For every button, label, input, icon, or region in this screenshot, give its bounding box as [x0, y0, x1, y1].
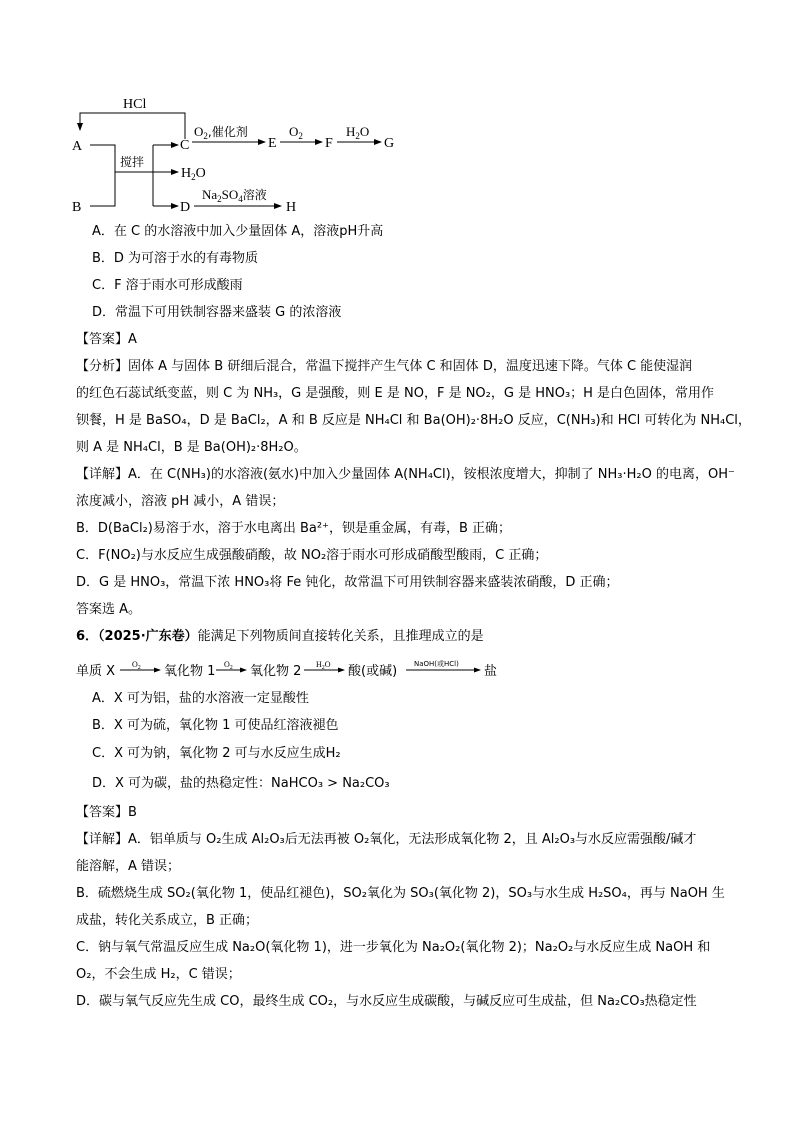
hcl-loop-line [80, 113, 185, 139]
q5-option-b: B．D 为可溶于水的有毒物质 [92, 251, 259, 266]
node-a: A [72, 139, 83, 154]
node-d: D [180, 200, 191, 215]
q5-analysis-line: 钡餐，H 是 BaSO₄，D 是 BaCl₂，A 和 B 反应是 NH₄Cl 和 Ba(OH)₂·8H₂O 反应，C(NH₃)和 HCl 可转化为 NH₄Cl， [76, 413, 751, 428]
q6-detail-line: 【详解】A．铝单质与 O₂生成 Al₂O₃后无法再被 O₂氧化，无法形成氧化物 2，且 Al₂O₃与水反应需强酸/碱才 [76, 832, 697, 847]
q6-source: （2025·广东卷） [98, 629, 198, 644]
q6-stem: 能满足下列物质间直接转化关系，且推理成立的是 [197, 629, 484, 644]
q5-analysis-line: 的红色石蕊试纸变蓝，则 C 为 NH₃，G 是强酸，则 E 是 NO，F 是 NO₂，G 是 HNO₃；H 是白色固体，常用作 [76, 386, 715, 401]
q5-detail-line: 答案选 A。 [76, 602, 142, 617]
node-h: H [286, 200, 297, 215]
q5-detail-line: B．D(BaCl₂)易溶于水，溶于水电离出 Ba²⁺，钡是重金属，有毒，B 正确； [76, 521, 511, 536]
q5-detail-line: 浓度减小，溶液 pH 减小，A 错误； [76, 494, 285, 509]
chain-reagent-3: $H_2O$ [316, 660, 331, 671]
q6-title [76, 628, 726, 646]
q6-detail-line: 成盐，转化关系成立，B 正确； [76, 913, 259, 928]
chain-reagent-2: $O_2$ [224, 660, 233, 671]
chain-oxide-1: 氧化物 1 [164, 664, 216, 679]
q5-detail-line: D．G 是 HNO₃，常温下浓 HNO₃将 Fe 钝化，故常温下可用铁制容器来盛装浓硝酸，D 正确； [76, 575, 619, 590]
q5-option-a: A．在 C 的水溶液中加入少量固体 A，溶液pH升高 [92, 224, 384, 239]
q5-option-c: C．F 溶于雨水可形成酸雨 [92, 278, 243, 293]
chain-salt: 盐 [484, 664, 498, 679]
q5-option-d: D．常温下可用铁制容器来盛装 G 的浓溶液 [92, 305, 342, 320]
o2-label: $O_2$ [289, 124, 303, 141]
q5-detail-line: C．F(NO₂)与水反应生成强酸硝酸，故 NO₂溶于雨水可形成硝酸型酸雨，C 正确； [76, 548, 548, 563]
node-c: C [180, 138, 190, 153]
q5-detail-line: 【详解】A．在 C(NH₃)的水溶液(氨水)中加入少量固体 A(NH₄Cl)，铵根浓度增大，抑制了 NH₃·H₂O 的电离，OH⁻ [76, 467, 735, 482]
chain-element-x: 单质 X [76, 664, 116, 679]
q6-detail-line: D．碳与氧气反应先生成 CO，最终生成 CO₂，与水反应生成碳酸，与碱反应可生成盐，但 Na₂CO₃热稳定性 [76, 994, 697, 1009]
q6-option-d: D．X 可为碳，盐的热稳定性：NaHCO₃ > Na₂CO₃ [92, 776, 390, 791]
q6-detail-line: C．钠与氧气常温反应生成 Na₂O(氧化物 1)，进一步氧化为 Na₂O₂(氧化物 2)；Na₂O₂与水反应生成 NaOH 和 [76, 940, 711, 955]
q6-option-a: A．X 可为铝，盐的水溶液一定显酸性 [92, 691, 309, 706]
chain-acid-base: 酸(或碱) [348, 664, 398, 679]
q6-number: 6． [76, 629, 99, 644]
q5-analysis-line: 则 A 是 NH₄Cl，B 是 Ba(OH)₂·8H₂O。 [76, 440, 307, 455]
q5-answer: 【答案】A [76, 332, 137, 347]
a-connector [90, 145, 115, 172]
o2-catalyst-label: $O_2$,催化剂 [194, 124, 248, 141]
conversion-chain [76, 658, 576, 682]
hcl-label: HCl [123, 97, 147, 112]
chain-oxide-2: 氧化物 2 [250, 664, 302, 679]
q6-answer: 【答案】B [76, 805, 137, 820]
water-product: $H_2O$ [181, 166, 206, 182]
reaction-diagram [0, 0, 794, 220]
stir-label: 搅拌 [120, 155, 145, 169]
q5-analysis-line: 【分析】固体 A 与固体 B 研细后混合，常温下搅拌产生气体 C 和固体 D，温度迅速下降。气体 C 能使湿润 [76, 359, 693, 374]
na2so4-label: $Na_2SO_4$溶液 [202, 187, 267, 204]
q6-detail-line: O₂，不会生成 H₂，C 错误； [76, 967, 241, 982]
q6-option-b: B．X 可为硫，氧化物 1 可使品红溶液褪色 [92, 718, 339, 733]
chain-reagent-4: NaOH(或HCl) [414, 660, 459, 668]
q6-detail-line: B．硫燃烧生成 SO₂(氧化物 1，使品红褪色)，SO₂氧化为 SO₃(氧化物 2)，SO₃与水生成 H₂SO₄，再与 NaOH 生 [76, 886, 725, 901]
b-connector [90, 172, 115, 206]
chain-reagent-1: $O_2$ [132, 660, 141, 671]
node-g: G [384, 136, 395, 151]
node-e: E [268, 136, 277, 151]
h2o-label: $H_2O$ [346, 124, 370, 141]
q6-detail-line: 能溶解，A 错误； [76, 859, 181, 874]
node-f: F [325, 136, 333, 151]
node-b: B [72, 200, 82, 215]
q6-option-c: C．X 可为钠，氧化物 2 可与水反应生成H₂ [92, 746, 341, 761]
